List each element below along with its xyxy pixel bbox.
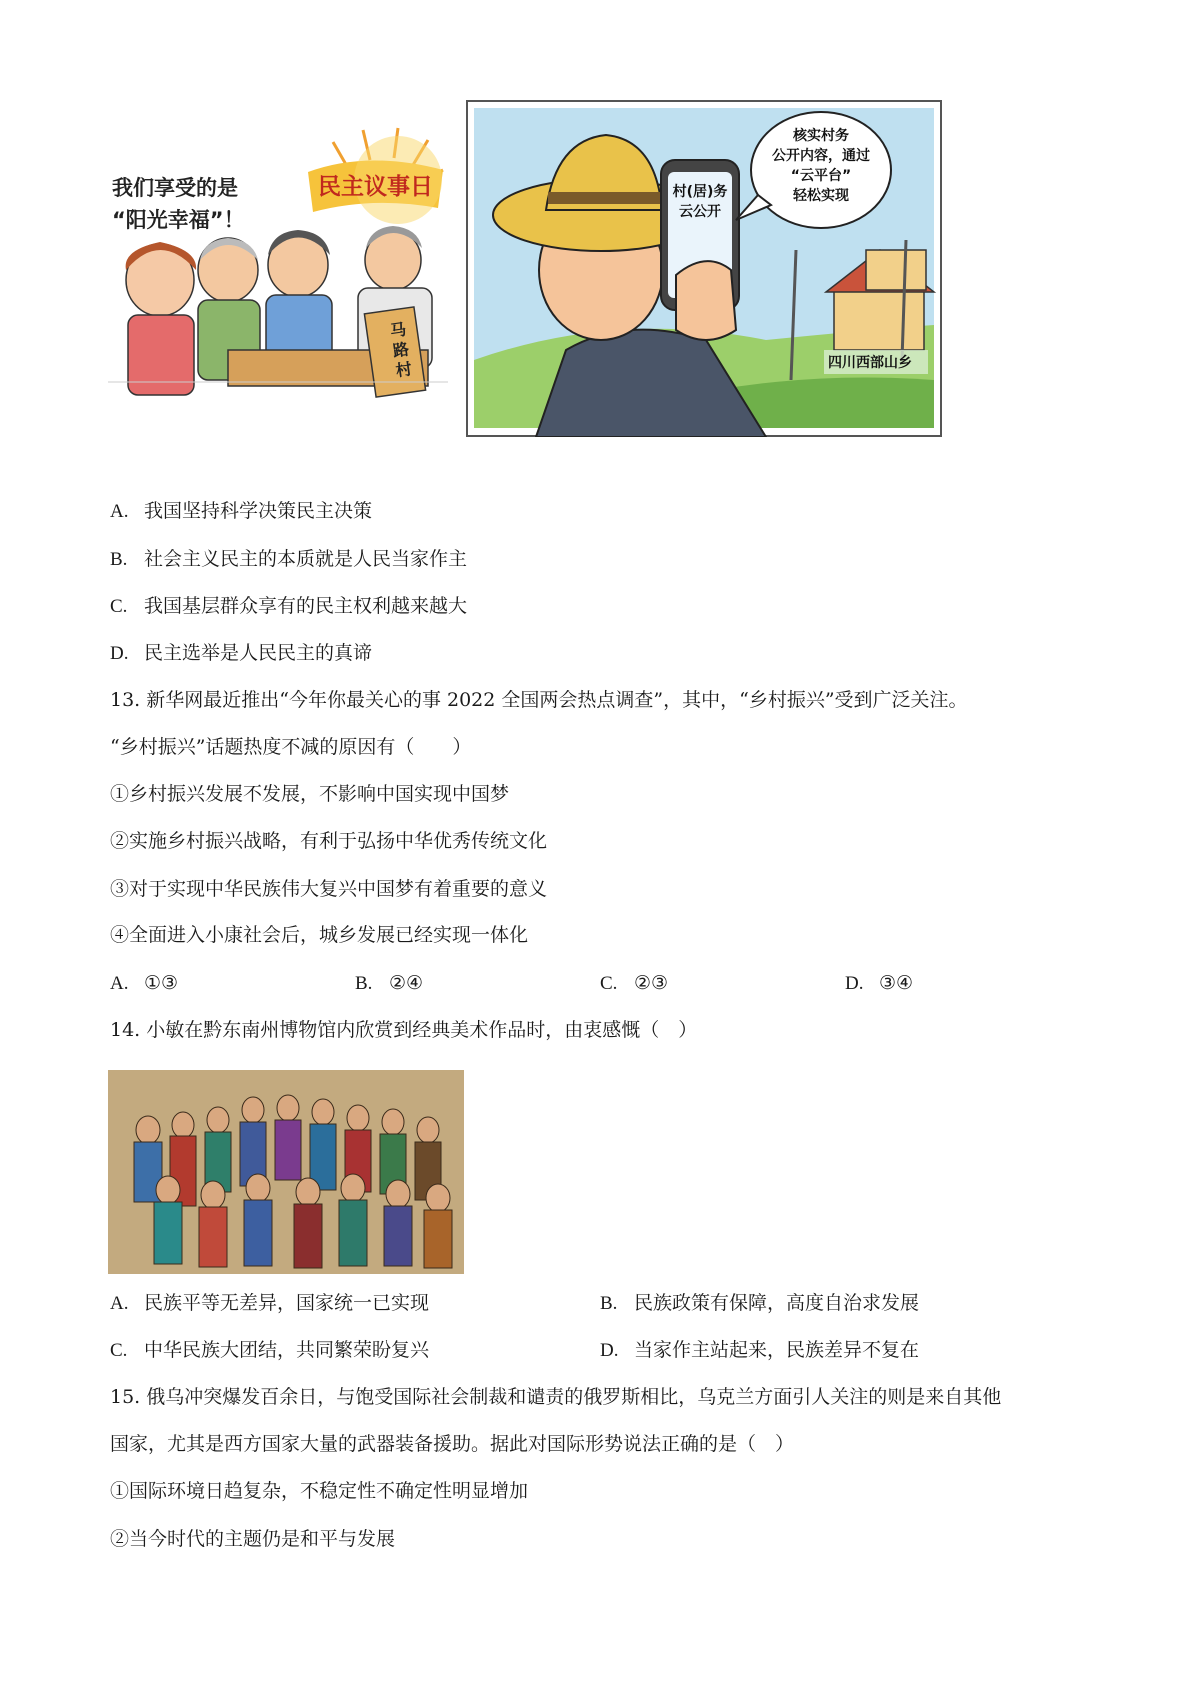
bubble-line-4: 轻松实现 — [793, 188, 849, 204]
option-letter: D. — [600, 1340, 619, 1361]
option-text: 民族政策有保障，高度自治求发展 — [634, 1292, 920, 1314]
option-text: 民主选举是人民民主的真谛 — [144, 642, 373, 664]
q13-choice-c — [600, 970, 668, 997]
option-letter: B. — [355, 973, 373, 994]
option-letter: A. — [110, 501, 129, 522]
q13-choice-a — [110, 970, 178, 997]
q14-stem: 14. 小敏在黔东南州博物馆内欣赏到经典美术作品时，由衷感慨（ ） — [110, 1019, 698, 1041]
option-text: ①③ — [144, 972, 179, 994]
option-text: ②④ — [389, 972, 424, 994]
bubble-line-2: 公开内容，通过 — [772, 148, 870, 164]
q13-statement-3: ③对于实现中华民族伟大复兴中国梦有着重要的意义 — [110, 878, 548, 900]
q12-option-c — [110, 593, 467, 620]
cartoon-democratic-meeting — [108, 120, 460, 420]
option-letter: A. — [110, 973, 129, 994]
q15-stem-line2: 国家，尤其是西方国家大量的武器装备援助。据此对国际形势说法正确的是（ ） — [110, 1433, 795, 1455]
q13-statement-4: ④全面进入小康社会后，城乡发展已经实现一体化 — [110, 924, 529, 946]
option-letter: C. — [110, 596, 128, 617]
q15-stem-line1: 15. 俄乌冲突爆发百余日，与饱受国际社会制裁和谴责的俄罗斯相比，乌克兰方面引人关注的则是来自其他 — [110, 1386, 1002, 1408]
option-text: 中华民族大团结，共同繁荣盼复兴 — [144, 1339, 430, 1361]
ethnic-unity-painting — [108, 1070, 464, 1274]
q14-choice-d — [600, 1337, 919, 1364]
q13-stem-line1: 13. 新华网最近推出“今年你最关心的事 2022 全国两会热点调查”，其中，“乡村振兴”受到广泛关注。 — [110, 689, 968, 711]
q13-choice-d — [845, 970, 913, 997]
location-label: 四川西部山乡 — [828, 355, 912, 371]
option-text: 社会主义民主的本质就是人民当家作主 — [144, 548, 468, 570]
q12-option-a — [110, 498, 372, 525]
speech-text-line2: “阳光幸福”！ — [112, 208, 245, 232]
q13-statement-1: ①乡村振兴发展不发展，不影响中国实现中国梦 — [110, 783, 510, 805]
option-text: 当家作主站起来，民族差异不复在 — [634, 1339, 920, 1361]
option-letter: A. — [110, 1293, 129, 1314]
q13-statement-2: ②实施乡村振兴战略，有利于弘扬中华优秀传统文化 — [110, 830, 548, 852]
speech-highlight: 民主议事日 — [318, 174, 433, 200]
bubble-line-1: 核实村务 — [793, 128, 849, 144]
option-letter: B. — [600, 1293, 618, 1314]
q12-option-b — [110, 546, 467, 573]
q14-choices-row2 — [110, 1337, 1010, 1363]
option-letter: D. — [845, 973, 864, 994]
option-letter: B. — [110, 549, 128, 570]
q13-choice-b — [355, 970, 423, 997]
phone-text-line2: 云公开 — [679, 204, 721, 220]
option-text: 我国坚持科学决策民主决策 — [144, 500, 373, 522]
option-letter: C. — [600, 973, 618, 994]
q13-choices — [110, 970, 1010, 996]
q14-choice-c — [110, 1337, 429, 1364]
q15-statement-1: ①国际环境日趋复杂，不稳定性不确定性明显增加 — [110, 1480, 529, 1502]
option-text: 我国基层群众享有的民主权利越来越大 — [144, 595, 468, 617]
option-letter: D. — [110, 643, 129, 664]
option-text: 民族平等无差异，国家统一已实现 — [144, 1292, 430, 1314]
option-letter: C. — [110, 1340, 128, 1361]
q14-choice-b — [600, 1290, 919, 1317]
q13-stem-line2: “乡村振兴”话题热度不减的原因有（ ） — [110, 736, 472, 758]
q14-choices-row1 — [110, 1290, 1010, 1316]
speech-text-pre: 我们享受的是 — [112, 176, 238, 200]
phone-text-line1: 村(居)务 — [672, 184, 728, 200]
cartoon-cloud-village-affairs — [466, 100, 942, 437]
q14-choice-a — [110, 1290, 429, 1317]
option-text: ②③ — [634, 972, 669, 994]
village-sign: 马路村 — [388, 319, 414, 381]
bubble-line-3: “云平台” — [790, 168, 852, 184]
q12-option-d — [110, 640, 372, 667]
option-text: ③④ — [879, 972, 914, 994]
q15-statement-2: ②当今时代的主题仍是和平与发展 — [110, 1528, 396, 1550]
